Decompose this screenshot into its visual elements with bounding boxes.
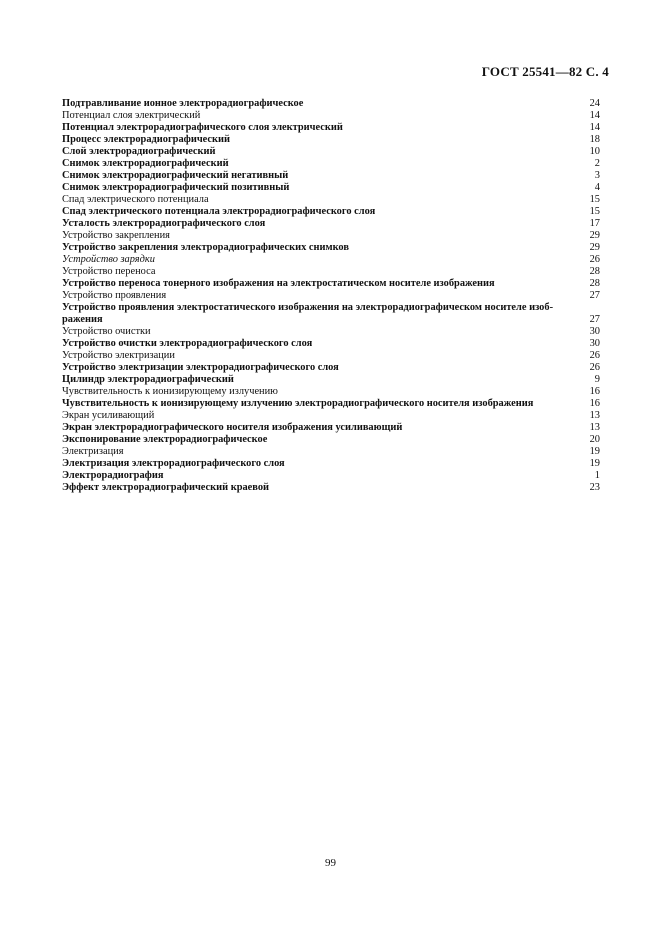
index-page-number: 19: [589, 458, 600, 469]
index-term: Электрорадиография: [62, 470, 164, 481]
index-page-number: 18: [589, 134, 600, 145]
index-term: Потенциал слоя электрический: [62, 110, 201, 121]
index-term: Слой электрорадиографический: [62, 146, 216, 157]
index-entry: [62, 482, 600, 494]
index-entry: [62, 290, 600, 302]
index-entry: [62, 266, 600, 278]
index-page-number: 14: [589, 122, 600, 133]
index-term: Процесс электрорадиографический: [62, 134, 230, 145]
index-entry: [62, 182, 600, 194]
term-index: [62, 98, 600, 494]
index-term: Усталость электрорадиографического слоя: [62, 218, 266, 229]
index-page-number: 30: [589, 326, 600, 337]
index-term: Устройство проявления: [62, 290, 167, 301]
index-page-number: 27: [589, 290, 600, 301]
index-term: Цилиндр электрорадиографический: [62, 374, 234, 385]
index-term: Снимок электрорадиографический: [62, 158, 229, 169]
index-term: Снимок электрорадиографический негативный: [62, 170, 289, 181]
index-page-number: 13: [589, 410, 600, 421]
index-page-number: 15: [589, 194, 600, 205]
index-entry: [62, 410, 600, 422]
index-term: Спад электрического потенциала: [62, 194, 209, 205]
index-page-number: 13: [589, 422, 600, 433]
index-term: Устройство зарядки: [62, 254, 155, 265]
index-term: Подтравливание ионное электрорадиографическое: [62, 98, 304, 109]
index-page-number: 26: [589, 362, 600, 373]
index-entry: [62, 398, 600, 410]
index-page-number: 26: [589, 254, 600, 265]
index-term: Экран электрорадиографического носителя изображения усиливающий: [62, 422, 403, 433]
index-page-number: 29: [589, 230, 600, 241]
index-entry: [62, 470, 600, 482]
index-entry: [62, 158, 600, 170]
index-page-number: 16: [589, 398, 600, 409]
index-page-number: 28: [589, 266, 600, 277]
index-entry: [62, 254, 600, 266]
index-page-number: 16: [589, 386, 600, 397]
index-entry: [62, 146, 600, 158]
index-page-number: 9: [594, 374, 600, 385]
index-term: Устройство переноса: [62, 266, 156, 277]
index-page-number: 15: [589, 206, 600, 217]
index-term: Эффект электрорадиографический краевой: [62, 482, 270, 493]
index-term: Спад электрического потенциала электрорадиографического слоя: [62, 206, 376, 217]
index-page-number: 1: [594, 470, 600, 481]
index-term: Электризация: [62, 446, 124, 457]
index-page-number: 23: [589, 482, 600, 493]
index-entry: [62, 218, 600, 230]
index-entry: [62, 326, 600, 338]
index-term: Потенциал электрорадиографического слоя электрический: [62, 122, 343, 133]
index-entry: [62, 98, 600, 110]
document-header: ГОСТ 25541—82 С. 4: [481, 64, 609, 79]
index-page-number: 30: [589, 338, 600, 349]
index-entry: [62, 350, 600, 362]
index-page-number: 19: [589, 446, 600, 457]
index-term: Снимок электрорадиографический позитивный: [62, 182, 290, 193]
index-entry: [62, 134, 600, 146]
index-term: Экран усиливающий: [62, 410, 155, 421]
index-term: Электризация электрорадиографического слоя: [62, 458, 285, 469]
index-entry: [62, 194, 600, 206]
index-page-number: 20: [589, 434, 600, 445]
index-page-number: 24: [589, 98, 600, 109]
index-term: Устройство переноса тонерного изображения на электростатическом носителе изображения: [62, 278, 495, 289]
index-page-number: 26: [589, 350, 600, 361]
index-entry: [62, 170, 600, 182]
index-term: Устройство очистки: [62, 326, 151, 337]
index-entry: [62, 422, 600, 434]
index-term: Экспонирование электрорадиографическое: [62, 434, 268, 445]
index-term: Устройство электризации электрорадиографического слоя: [62, 362, 339, 373]
index-entry: [62, 278, 600, 290]
index-entry: [62, 434, 600, 446]
index-entry: [62, 242, 600, 254]
index-entry: [62, 206, 600, 218]
index-entry: [62, 374, 600, 386]
index-entry: [62, 338, 600, 350]
index-term: Чувствительность к ионизирующему излучению: [62, 386, 278, 397]
index-term: Устройство проявления электростатического изображения на электрорадиографическом носителе изоб- ражения: [62, 302, 554, 325]
index-entry: [62, 230, 600, 242]
index-page-number: 3: [594, 170, 600, 181]
index-entry: [62, 122, 600, 134]
index-page-number: 27: [589, 314, 600, 325]
index-page-number: 4: [594, 182, 600, 193]
index-term: Устройство очистки электрорадиографического слоя: [62, 338, 313, 349]
index-term: Устройство закрепления: [62, 230, 170, 241]
index-term: Чувствительность к ионизирующему излучению электрорадиографического носителя изображения: [62, 398, 534, 409]
index-entry: [62, 386, 600, 398]
index-page-number: 2: [594, 158, 600, 169]
index-page-number: 17: [589, 218, 600, 229]
index-term: Устройство закрепления электрорадиографических снимков: [62, 242, 349, 253]
index-entry: [62, 362, 600, 374]
index-entry: [62, 446, 600, 458]
index-entry: [62, 458, 600, 470]
index-entry: [62, 302, 600, 326]
page-number: 99: [325, 857, 336, 869]
index-page-number: 14: [589, 110, 600, 121]
index-term: Устройство электризации: [62, 350, 175, 361]
index-page-number: 28: [589, 278, 600, 289]
index-entry: [62, 110, 600, 122]
index-page-number: 10: [589, 146, 600, 157]
index-page-number: 29: [589, 242, 600, 253]
